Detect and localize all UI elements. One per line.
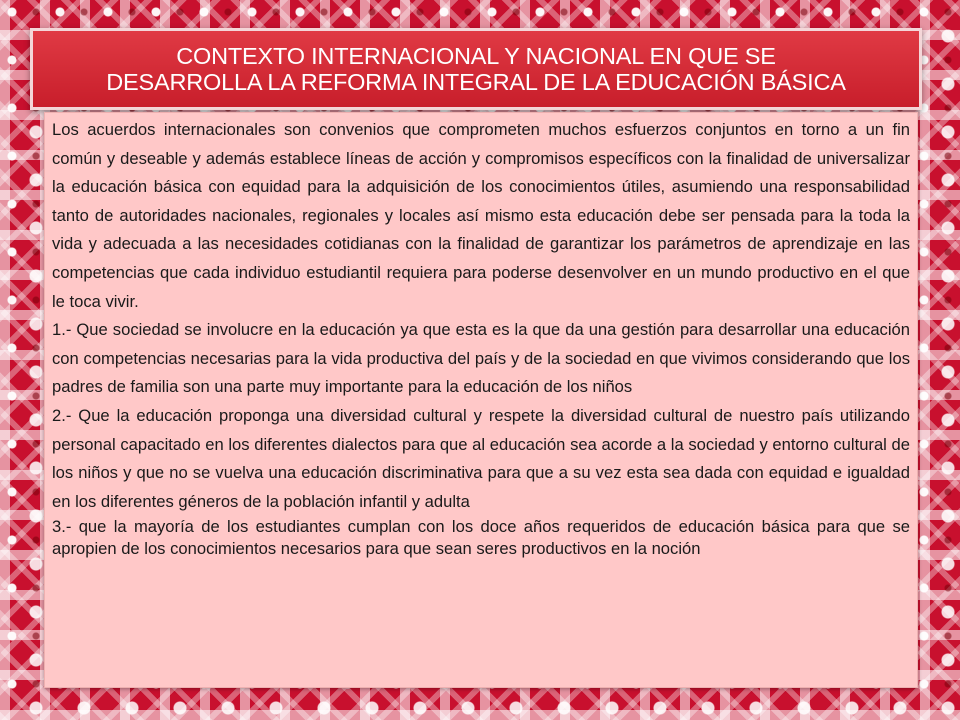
point-2-paragraph: 2.- Que la educación proponga una diversidad cultural y respete la diversidad cultural de nuestro país utilizando personal capacitado en los diferentes dialectos para que al educación sea acorde a la sociedad y entorno cultural de los niños y que no se vuelva una educación discriminativa para que a su vez esta sea dada con equidad e igualdad en los diferentes géneros de la población infantil y adulta	[52, 405, 910, 511]
intro-paragraph: Los acuerdos internacionales son convenios que comprometen muchos esfuerzos conjuntos en torno a un fin común y deseable y además establece líneas de acción y compromisos específicos con la finalidad de universalizar la educación básica con equidad para la adquisición de los conocimientos útiles, asumiendo una responsabilidad tanto de autoridades nacionales, regionales y locales así mismo esta educación debe ser pensada para la toda la vida y adecuada a las necesidades cotidianas con la finalidad de garantizar los parámetros de aprendizaje en las competencias que cada individuo estudiantil requiera para poderse desenvolver en un mundo productivo en el que le toca vivir.	[52, 120, 910, 311]
point-1-paragraph: 1.- Que sociedad se involucre en la educación ya que esta es la que da una gestión para desarrollar una educación con competencias necesarias para la vida productiva del país y de la sociedad en que vivimos considerando que los padres de familia son una parte muy importante para la educación de los niños	[52, 320, 910, 397]
point-3-paragraph: 3.- que la mayoría de los estudiantes cumplan con los doce años requeridos de educación básica para que se apropien de los conocimientos necesarios para que sean seres productivos en la noción	[52, 517, 910, 558]
title-box	[30, 28, 922, 110]
slide-title: CONTEXTO INTERNACIONAL Y NACIONAL EN QUE SE DESARROLLA LA REFORMA INTEGRAL DE LA EDUCACIÓN BÁSICA	[106, 42, 846, 95]
content-box	[44, 112, 918, 688]
